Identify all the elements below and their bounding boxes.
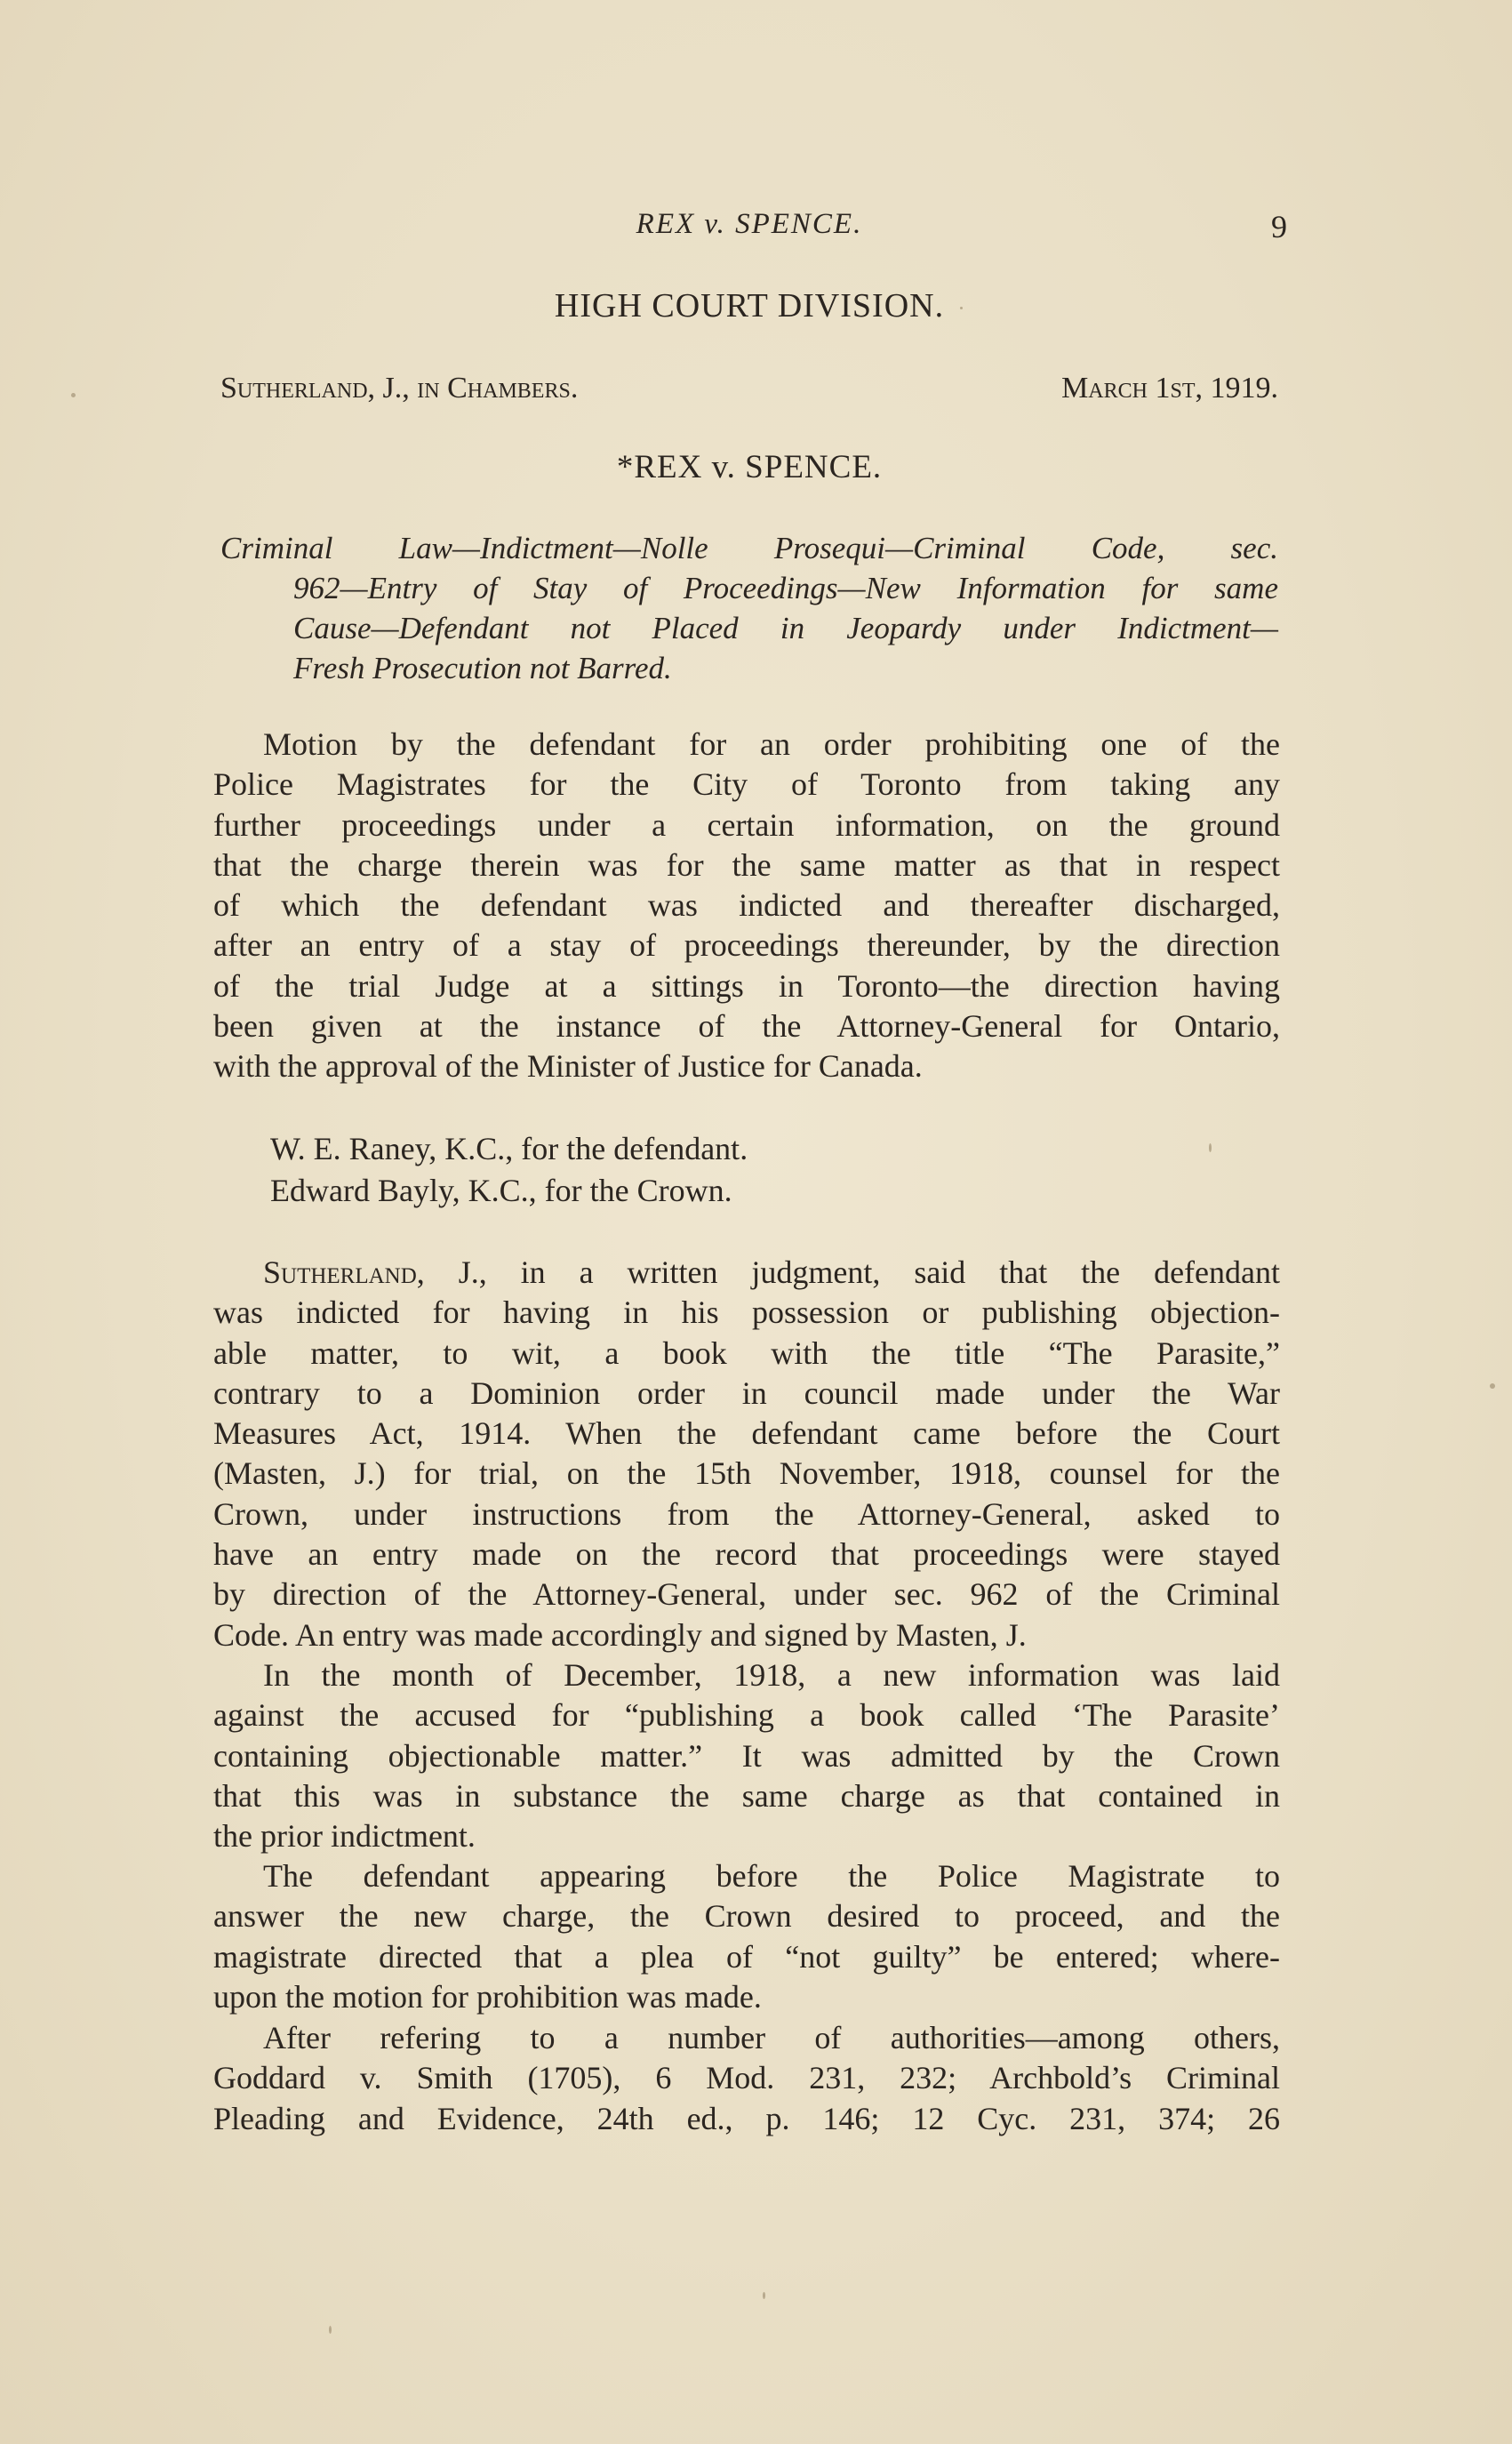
motion-paragraph [213, 725, 1280, 1087]
text-line: containing objectionable matter.” It was admitted by the Crown [213, 1737, 1280, 1774]
court-line [220, 372, 1278, 416]
counsel-crown: Edward Bayly, K.C., for the Crown. [270, 1173, 732, 1208]
page-number: 9 [1271, 209, 1287, 244]
december-paragraph [213, 1655, 1280, 1856]
headnote-line: Criminal Law—Indictment—Nolle Prosequi—Criminal Code, sec. [220, 531, 1278, 565]
text-line: able matter, to wit, a book with the title “The Parasite,” [213, 1334, 1280, 1371]
text-span: , J., in a written judgment, said that the defendant [416, 1254, 1280, 1290]
counsel-list [270, 1128, 748, 1212]
text-line: was indicted for having in his possession or publishing objection- [213, 1294, 1280, 1331]
paper-speck [960, 307, 963, 309]
text-line: The defendant appearing before the Police Magistrate to [263, 1858, 1280, 1894]
running-head [212, 208, 1287, 252]
judge-in-chambers: Sutherland, J., in Chambers. [220, 372, 579, 405]
text-line: Goddard v. Smith (1705), 6 Mod. 231, 232; Archbold’s Criminal [213, 2060, 1280, 2096]
headnote [220, 528, 1278, 688]
magistrate-paragraph [213, 1856, 1280, 2017]
text-line: magistrate directed that a plea of “not guilty” be entered; where- [213, 1938, 1280, 1975]
text-line: the prior indictment. [213, 1818, 476, 1855]
decision-date: March 1st, 1919. [1061, 372, 1278, 405]
text-line: by direction of the Attorney-General, under sec. 962 of the Criminal [213, 1576, 1280, 1613]
headnote-line: Fresh Prosecution not Barred. [293, 651, 672, 685]
paper-speck [1490, 1383, 1495, 1389]
text-line [213, 1253, 1280, 1293]
text-line: Measures Act, 1914. When the defendant came before the Court [213, 1415, 1280, 1452]
text-line: have an entry made on the record that proceedings were stayed [213, 1536, 1280, 1573]
text-line: after an entry of a stay of proceedings thereunder, by the direction [213, 927, 1280, 964]
text-line: of which the defendant was indicted and thereafter discharged, [213, 887, 1280, 924]
text-line: contrary to a Dominion order in council made under the War [213, 1374, 1280, 1411]
text-line: answer the new charge, the Crown desired to proceed, and the [213, 1898, 1280, 1935]
text-line: against the accused for “publishing a book called ‘The Parasite’ [213, 1697, 1280, 1734]
text-line: (Masten, J.) for trial, on the 15th November, 1918, counsel for the [213, 1455, 1280, 1492]
running-head-title: REX v. SPENCE. [636, 208, 863, 240]
division-heading: HIGH COURT DIVISION. [554, 287, 945, 325]
text-line: that this was in substance the same charge as that contained in [213, 1777, 1280, 1814]
paper-speck [329, 2326, 332, 2334]
text-line: of the trial Judge at a sittings in Toronto—the direction having [213, 967, 1280, 1004]
text-line: Code. An entry was made accordingly and signed by Masten, J. [213, 1616, 1027, 1653]
text-line: upon the motion for prohibition was made. [213, 1978, 762, 2015]
text-line: After refering to a number of authorities—among others, [263, 2020, 1280, 2055]
text-line: Motion by the defendant for an order prohibiting one of the [263, 726, 1280, 762]
text-line: been given at the instance of the Attorney-General for Ontario, [213, 1008, 1280, 1045]
headnote-line: 962—Entry of Stay of Proceedings—New Information for same [293, 571, 1278, 605]
headnote-line: Cause—Defendant not Placed in Jeopardy under Indictment— [293, 611, 1278, 645]
text-line: with the approval of the Minister of Justice for Canada. [213, 1048, 923, 1085]
judge-name: Sutherland [263, 1254, 417, 1290]
case-title: *REX v. SPENCE. [616, 449, 883, 485]
authorities-paragraph [213, 2018, 1280, 2139]
paper-speck [71, 393, 76, 397]
paper-speck [1209, 1143, 1212, 1152]
counsel-defendant: W. E. Raney, K.C., for the defendant. [270, 1131, 748, 1166]
paper-speck [763, 2292, 765, 2299]
text-line: further proceedings under a certain information, on the ground [213, 806, 1280, 843]
text-line: Pleading and Evidence, 24th ed., p. 146; 12 Cyc. 231, 374; 26 [213, 2100, 1280, 2136]
text-line: that the charge therein was for the same matter as that in respect [213, 846, 1280, 883]
judgment-paragraph [213, 1253, 1280, 1655]
text-line: Crown, under instructions from the Attorney-General, asked to [213, 1495, 1280, 1532]
text-line: Police Magistrates for the City of Toronto from taking any [213, 766, 1280, 803]
text-line: In the month of December, 1918, a new information was laid [263, 1657, 1280, 1693]
